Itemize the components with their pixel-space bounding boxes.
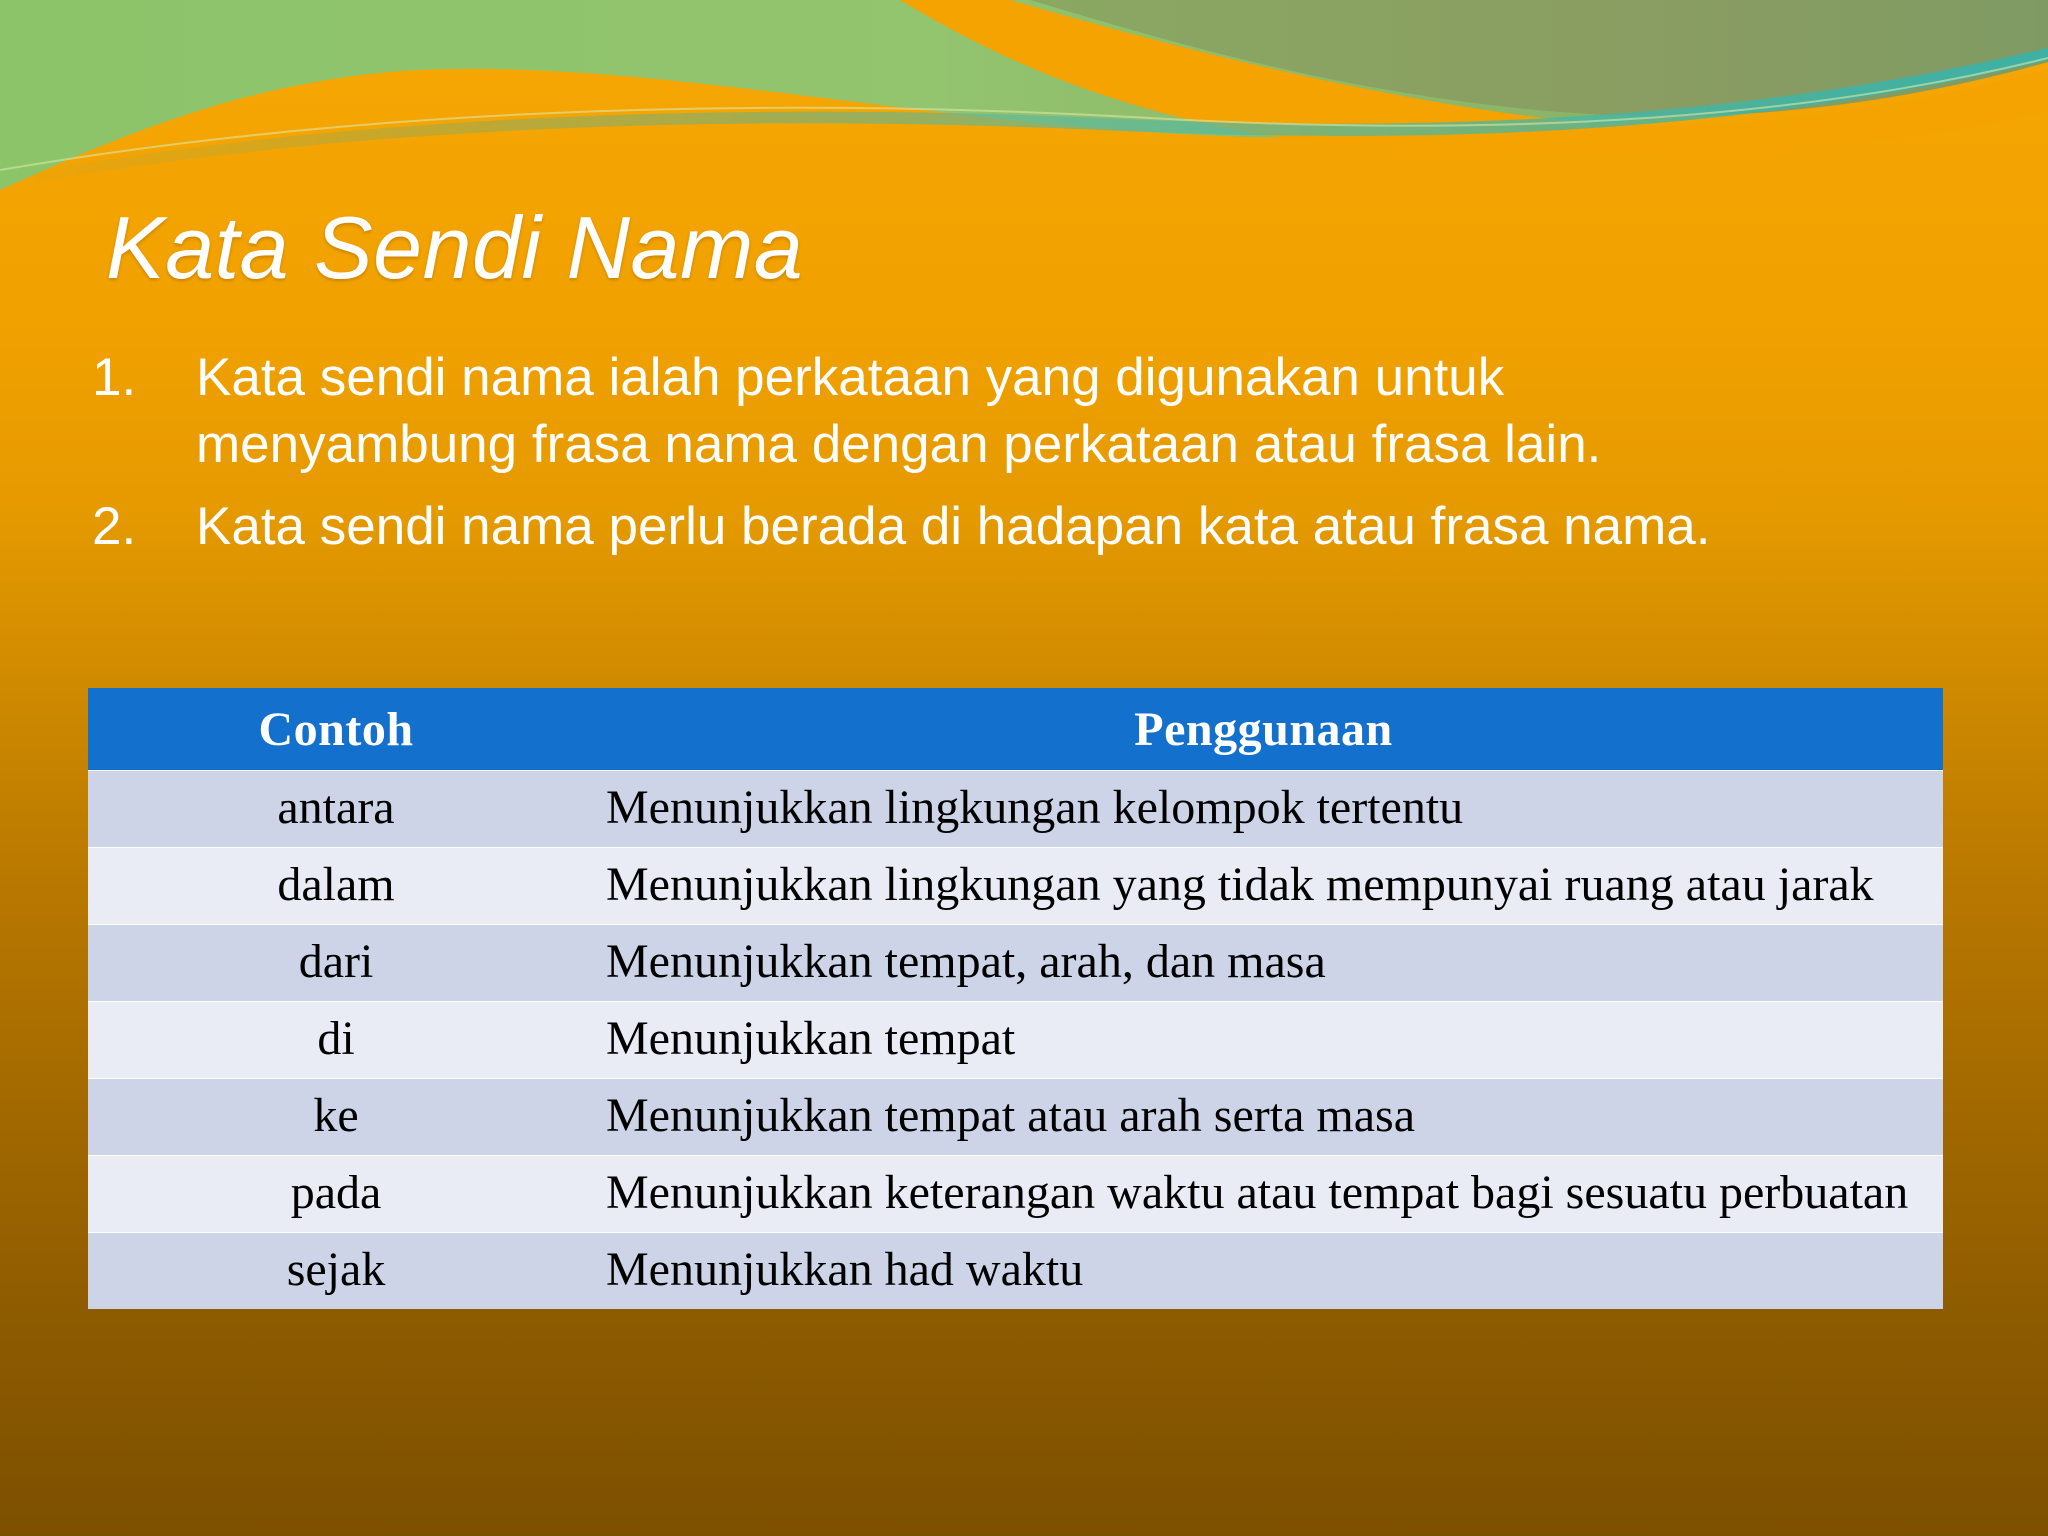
cell-usage: Menunjukkan lingkungan yang tidak mempunyai ruang atau jarak	[584, 848, 1943, 925]
cell-usage: Menunjukkan tempat, arah, dan masa	[584, 925, 1943, 1002]
cell-usage: Menunjukkan tempat atau arah serta masa	[584, 1079, 1943, 1156]
table-row	[88, 1233, 1943, 1310]
cell-example: antara	[88, 771, 584, 848]
cell-usage: Menunjukkan tempat	[584, 1002, 1943, 1079]
cell-example: sejak	[88, 1233, 584, 1310]
table-row	[88, 925, 1943, 1002]
examples-table	[88, 688, 1943, 1309]
cell-example: dari	[88, 925, 584, 1002]
examples-table-container	[88, 688, 1943, 1309]
points-list	[88, 344, 1728, 575]
cell-example: pada	[88, 1156, 584, 1233]
list-item-text: Kata sendi nama perlu berada di hadapan kata atau frasa nama.	[196, 497, 1711, 556]
cell-example: di	[88, 1002, 584, 1079]
cell-example: ke	[88, 1079, 584, 1156]
table-row	[88, 1002, 1943, 1079]
list-item	[88, 493, 1728, 560]
cell-usage: Menunjukkan had waktu	[584, 1233, 1943, 1310]
cell-usage: Menunjukkan lingkungan kelompok tertentu	[584, 771, 1943, 848]
header-contoh: Contoh	[88, 688, 584, 771]
list-item-number: 2.	[92, 497, 137, 556]
list-item-text: Kata sendi nama ialah perkataan yang digunakan untuk menyambung frasa nama dengan perkataan atau frasa lain.	[196, 348, 1602, 474]
table-row	[88, 1079, 1943, 1156]
table-row	[88, 771, 1943, 848]
table-header-row	[88, 688, 1943, 771]
list-item-number: 1.	[92, 348, 137, 407]
cell-example: dalam	[88, 848, 584, 925]
list-item	[88, 344, 1728, 478]
table-row	[88, 848, 1943, 925]
slide-title: Kata Sendi Nama	[106, 198, 804, 297]
header-penggunaan: Penggunaan	[584, 688, 1943, 771]
cell-usage: Menunjukkan keterangan waktu atau tempat bagi sesuatu perbuatan	[584, 1156, 1943, 1233]
table-row	[88, 1156, 1943, 1233]
